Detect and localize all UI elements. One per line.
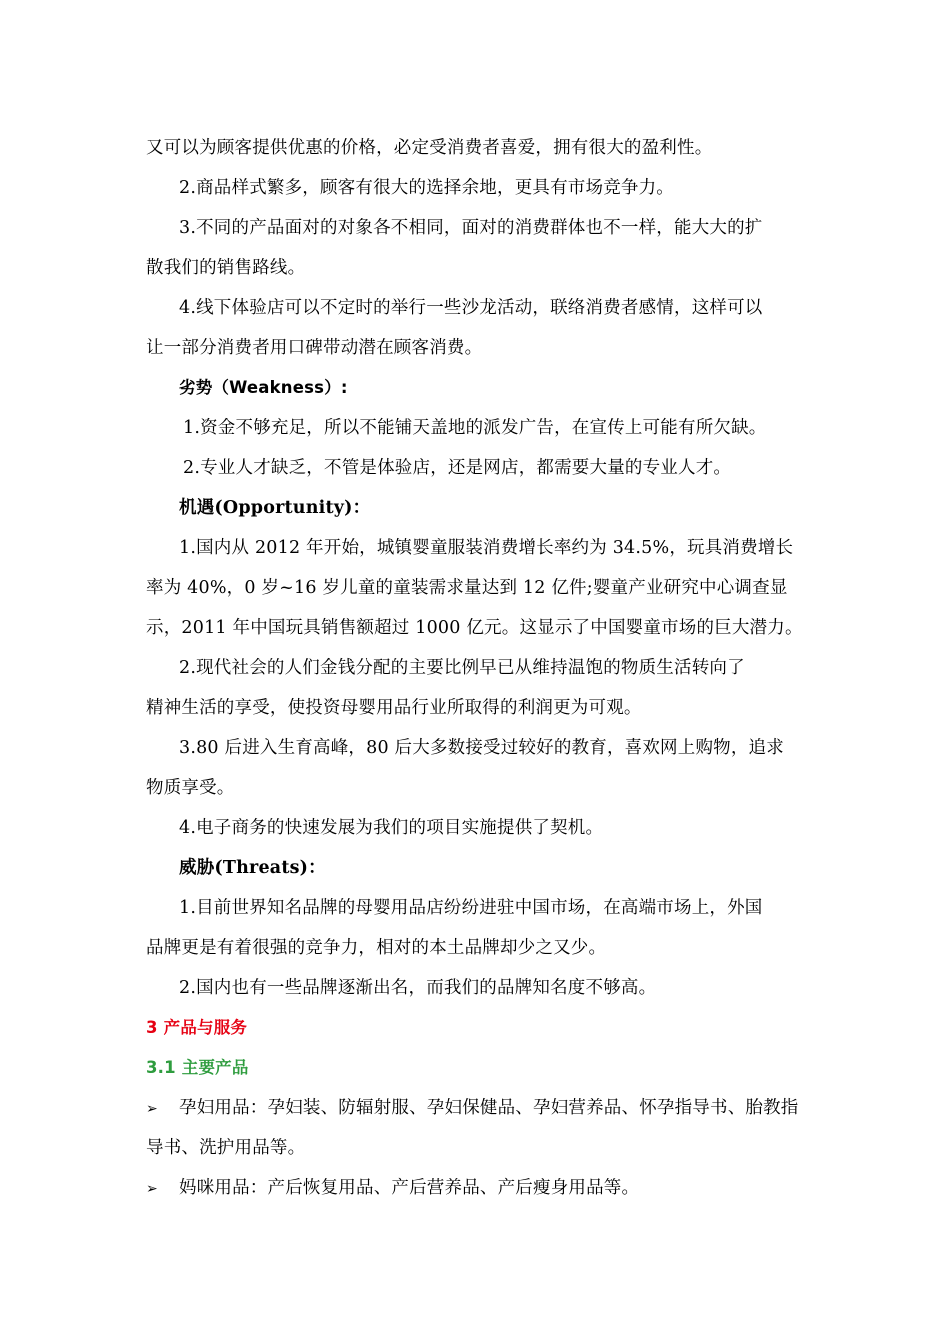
subsection-heading-main-products: 3.1 主要产品 bbox=[146, 1058, 249, 1077]
opportunity-item1-line2: 率为 40%，0 岁~16 岁儿童的童装需求量达到 12 亿件;婴童产业研究中心调查显 bbox=[146, 578, 788, 598]
strength-item3-line2: 散我们的销售路线。 bbox=[146, 258, 306, 278]
bullet-item-maternity bbox=[146, 1088, 808, 1128]
opportunity-item4: 4.电子商务的快速发展为我们的项目实施提供了契机。 bbox=[179, 818, 604, 838]
strength-item4-line1: 4.线下体验店可以不定时的举行一些沙龙活动，联络消费者感情，这样可以 bbox=[179, 298, 763, 318]
bullet-item-maternity-line2: 导书、洗护用品等。 bbox=[146, 1138, 306, 1158]
strength-item4-line2: 让一部分消费者用口碑带动潜在顾客消费。 bbox=[146, 338, 483, 358]
opportunity-heading: 机遇(Opportunity)： bbox=[179, 498, 371, 518]
arrow-bullet-icon: ➢ bbox=[146, 1101, 158, 1117]
opportunity-item1-line3: 示，2011 年中国玩具销售额超过 1000 亿元。这显示了中国婴童市场的巨大潜力。 bbox=[146, 618, 803, 638]
opportunity-item3-line2: 物质享受。 bbox=[146, 778, 235, 798]
threats-item1-line2: 品牌更是有着很强的竞争力，相对的本土品牌却少之又少。 bbox=[146, 938, 607, 958]
document-page bbox=[146, 128, 808, 1208]
weakness-heading: 劣势（Weakness）: bbox=[179, 378, 348, 397]
opportunity-item2-line2: 精神生活的享受，使投资母婴用品行业所取得的利润更为可观。 bbox=[146, 698, 642, 718]
arrow-bullet-icon: ➢ bbox=[146, 1181, 158, 1197]
bullet-item-maternity-line1: 孕妇用品：孕妇装、防辐射服、孕妇保健品、孕妇营养品、怀孕指导书、胎教指 bbox=[179, 1098, 799, 1118]
opportunity-item3-line1: 3.80 后进入生育高峰，80 后大多数接受过较好的教育，喜欢网上购物，追求 bbox=[179, 738, 784, 758]
strength-item3-line1: 3.不同的产品面对的对象各不相同，面对的消费群体也不一样，能大大的扩 bbox=[179, 218, 763, 238]
threats-item1-line1: 1.目前世界知名品牌的母婴用品店纷纷进驻中国市场，在高端市场上，外国 bbox=[179, 898, 763, 918]
strength-item1-continuation: 又可以为顾客提供优惠的价格，必定受消费者喜爱，拥有很大的盈利性。 bbox=[146, 138, 713, 158]
weakness-item2: 2.专业人才缺乏，不管是体验店，还是网店，都需要大量的专业人才。 bbox=[183, 458, 732, 478]
threats-heading: 威胁(Threats)： bbox=[179, 858, 326, 878]
opportunity-item2-line1: 2.现代社会的人们金钱分配的主要比例早已从维持温饱的物质生活转向了 bbox=[179, 658, 745, 678]
weakness-item1: 1.资金不够充足，所以不能铺天盖地的派发广告，在宣传上可能有所欠缺。 bbox=[183, 418, 767, 438]
threats-item2: 2.国内也有一些品牌逐渐出名，而我们的品牌知名度不够高。 bbox=[179, 978, 657, 998]
section-heading-products-services: 3 产品与服务 bbox=[146, 1018, 248, 1037]
bullet-item-mommy bbox=[146, 1168, 808, 1208]
bullet-item-mommy-text: 妈咪用品：产后恢复用品、产后营养品、产后瘦身用品等。 bbox=[179, 1178, 640, 1198]
strength-item2: 2.商品样式繁多，顾客有很大的选择余地，更具有市场竞争力。 bbox=[179, 178, 674, 198]
opportunity-item1-line1: 1.国内从 2012 年开始，城镇婴童服装消费增长率约为 34.5%，玩具消费增长 bbox=[179, 538, 794, 558]
